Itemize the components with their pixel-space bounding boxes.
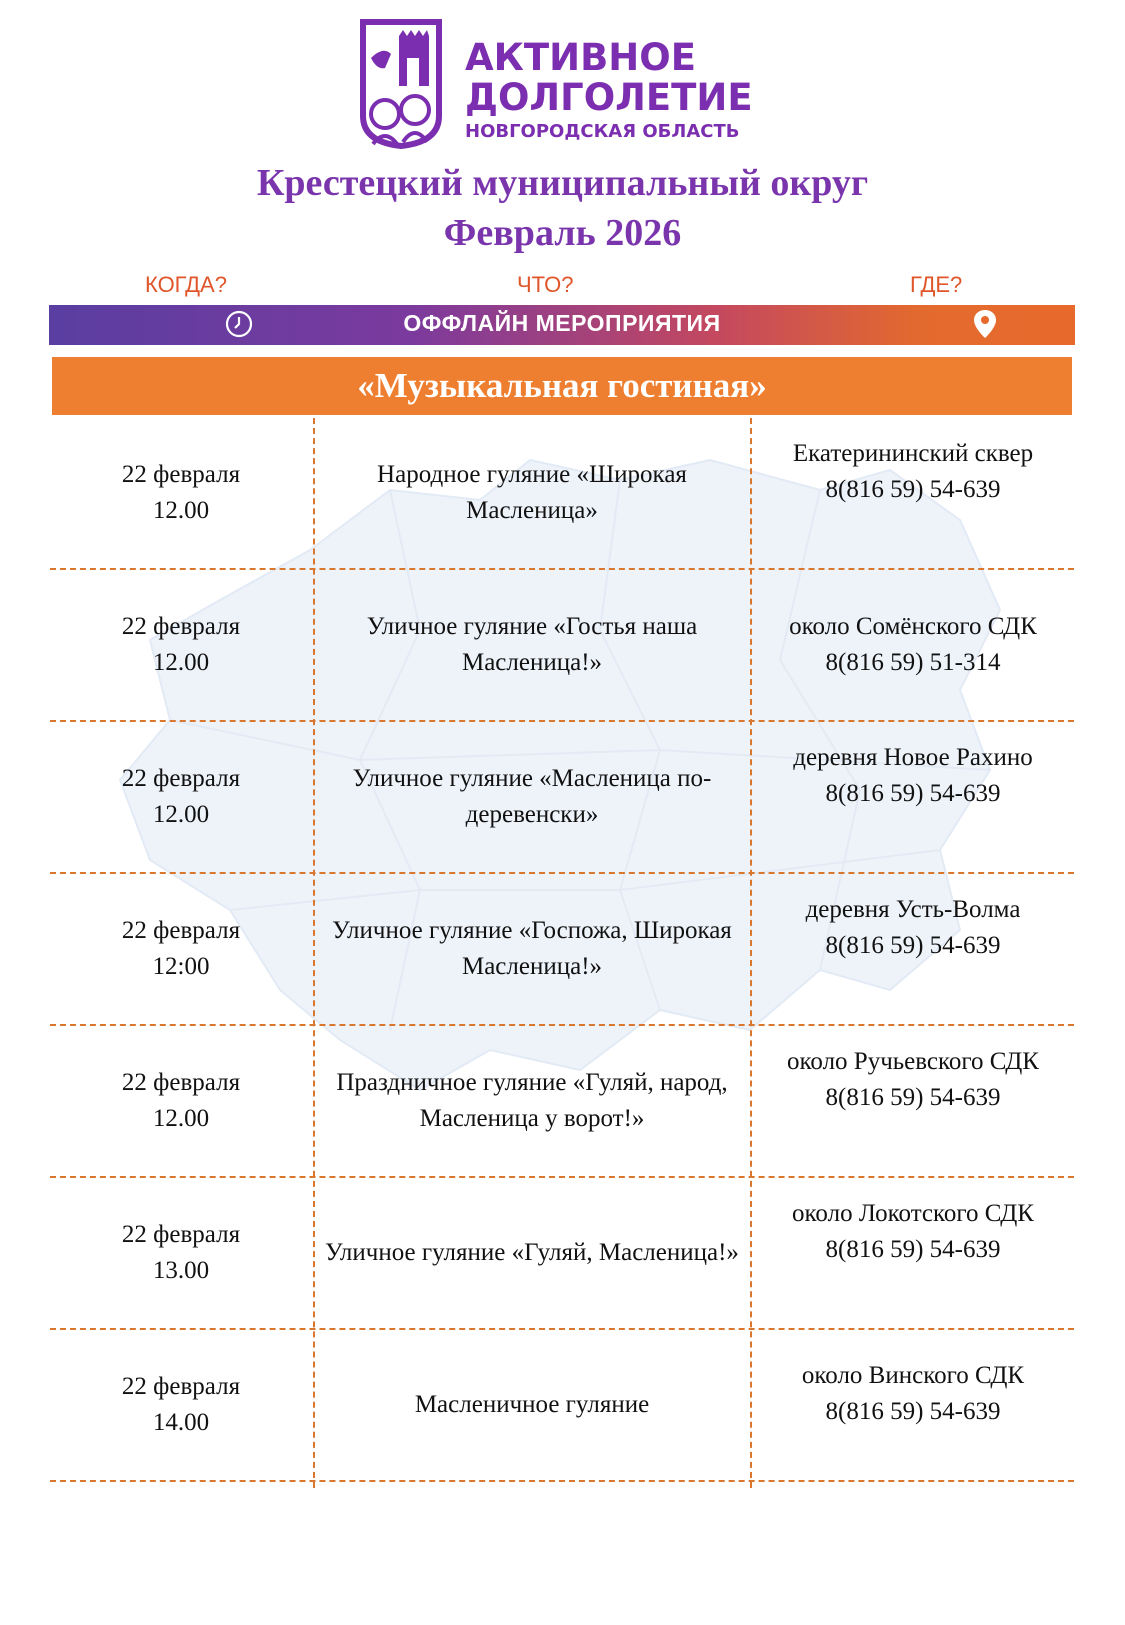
event-phone: 8(816 59) 51-314 (825, 649, 1001, 676)
event-where (752, 570, 1074, 720)
event-time: 12.00 (152, 801, 210, 828)
event-name: Уличное гуляние «Госпожа, Широкая Масленица!» (332, 917, 732, 980)
event-time: 14.00 (152, 1409, 210, 1436)
event-when (50, 418, 312, 568)
event-what (314, 1178, 750, 1328)
table-row (50, 570, 1074, 722)
table-row (50, 874, 1074, 1026)
event-phone: 8(816 59) 54-639 (825, 1236, 1001, 1263)
event-place: около Сомёнского СДК (789, 613, 1037, 640)
page-title-month: Февраль 2026 (443, 212, 682, 254)
event-date: 22 февраля (121, 1221, 241, 1248)
event-when (50, 874, 312, 1024)
offline-events-label: ОФФЛАЙН МЕРОПРИЯТИЯ (403, 310, 721, 336)
event-when (50, 570, 312, 720)
event-place: около Локотского СДК (792, 1200, 1034, 1227)
event-date: 22 февраля (121, 613, 241, 640)
logo-subtitle: НОВГОРОДСКАЯ ОБЛАСТЬ (465, 121, 740, 142)
event-where (752, 1330, 1074, 1480)
active-longevity-logo (355, 18, 775, 150)
event-what (314, 722, 750, 872)
event-name: Народное гуляние «Широкая Масленица» (377, 461, 687, 524)
event-where (752, 1026, 1074, 1176)
event-when (50, 722, 312, 872)
event-place: деревня Усть-Волма (805, 896, 1021, 923)
event-when (50, 1026, 312, 1176)
event-date: 22 февраля (121, 1373, 241, 1400)
event-phone: 8(816 59) 54-639 (825, 780, 1001, 807)
event-phone: 8(816 59) 54-639 (825, 1084, 1001, 1111)
event-time: 12.00 (152, 497, 210, 524)
event-phone: 8(816 59) 54-639 (825, 932, 1001, 959)
event-date: 22 февраля (121, 765, 241, 792)
logo-emblem-icon (355, 18, 447, 150)
event-name: Уличное гуляние «Гостья наша Масленица!» (366, 613, 698, 676)
event-place: деревня Новое Рахино (793, 744, 1033, 771)
event-name: Уличное гуляние «Гуляй, Масленица!» (325, 1239, 739, 1266)
logo-title-line1: АКТИВНОЕ (465, 36, 696, 79)
table-row (50, 1178, 1074, 1330)
event-time: 12:00 (152, 953, 210, 980)
page-title-district: Крестецкий муниципальный округ (256, 162, 869, 204)
table-row (50, 1026, 1074, 1178)
event-when (50, 1330, 312, 1480)
column-header-what: ЧТО? (517, 272, 574, 297)
event-time: 12.00 (152, 1105, 210, 1132)
event-name: Праздничное гуляние «Гуляй, народ, Масленица у ворот!» (336, 1069, 728, 1132)
page-title (0, 158, 1125, 258)
event-date: 22 февраля (121, 461, 241, 488)
location-pin-icon (973, 309, 997, 339)
event-name: Уличное гуляние «Масленица по- деревенски» (352, 765, 712, 828)
table-row (50, 722, 1074, 874)
section-title: «Музыкальная гостиная» (52, 357, 1072, 415)
table-row (50, 418, 1074, 570)
event-phone: 8(816 59) 54-639 (825, 476, 1001, 503)
event-place: около Ручьевского СДК (787, 1048, 1039, 1075)
event-when (50, 1178, 312, 1328)
event-time: 13.00 (152, 1257, 210, 1284)
event-date: 22 февраля (121, 1069, 241, 1096)
column-header-when: КОГДА? (145, 272, 227, 297)
event-what (314, 1026, 750, 1176)
event-where (752, 722, 1074, 872)
event-place: Екатерининский сквер (792, 440, 1034, 467)
event-where (752, 1178, 1074, 1328)
event-where (752, 874, 1074, 1024)
events-table (50, 418, 1074, 1482)
event-what (314, 1330, 750, 1480)
event-what (314, 418, 750, 568)
offline-events-bar (49, 305, 1075, 345)
event-place: около Винского СДК (801, 1362, 1025, 1389)
column-header-where: ГДЕ? (910, 272, 963, 297)
table-row (50, 1330, 1074, 1482)
event-where (752, 418, 1074, 568)
event-what (314, 570, 750, 720)
event-time: 12.00 (152, 649, 210, 676)
event-date: 22 февраля (121, 917, 241, 944)
event-what (314, 874, 750, 1024)
column-headers (0, 272, 1125, 302)
logo-title-line2: ДОЛГОЛЕТИЕ (465, 76, 753, 119)
event-phone: 8(816 59) 54-639 (825, 1398, 1001, 1425)
event-name: Масленичное гуляние (414, 1391, 650, 1418)
